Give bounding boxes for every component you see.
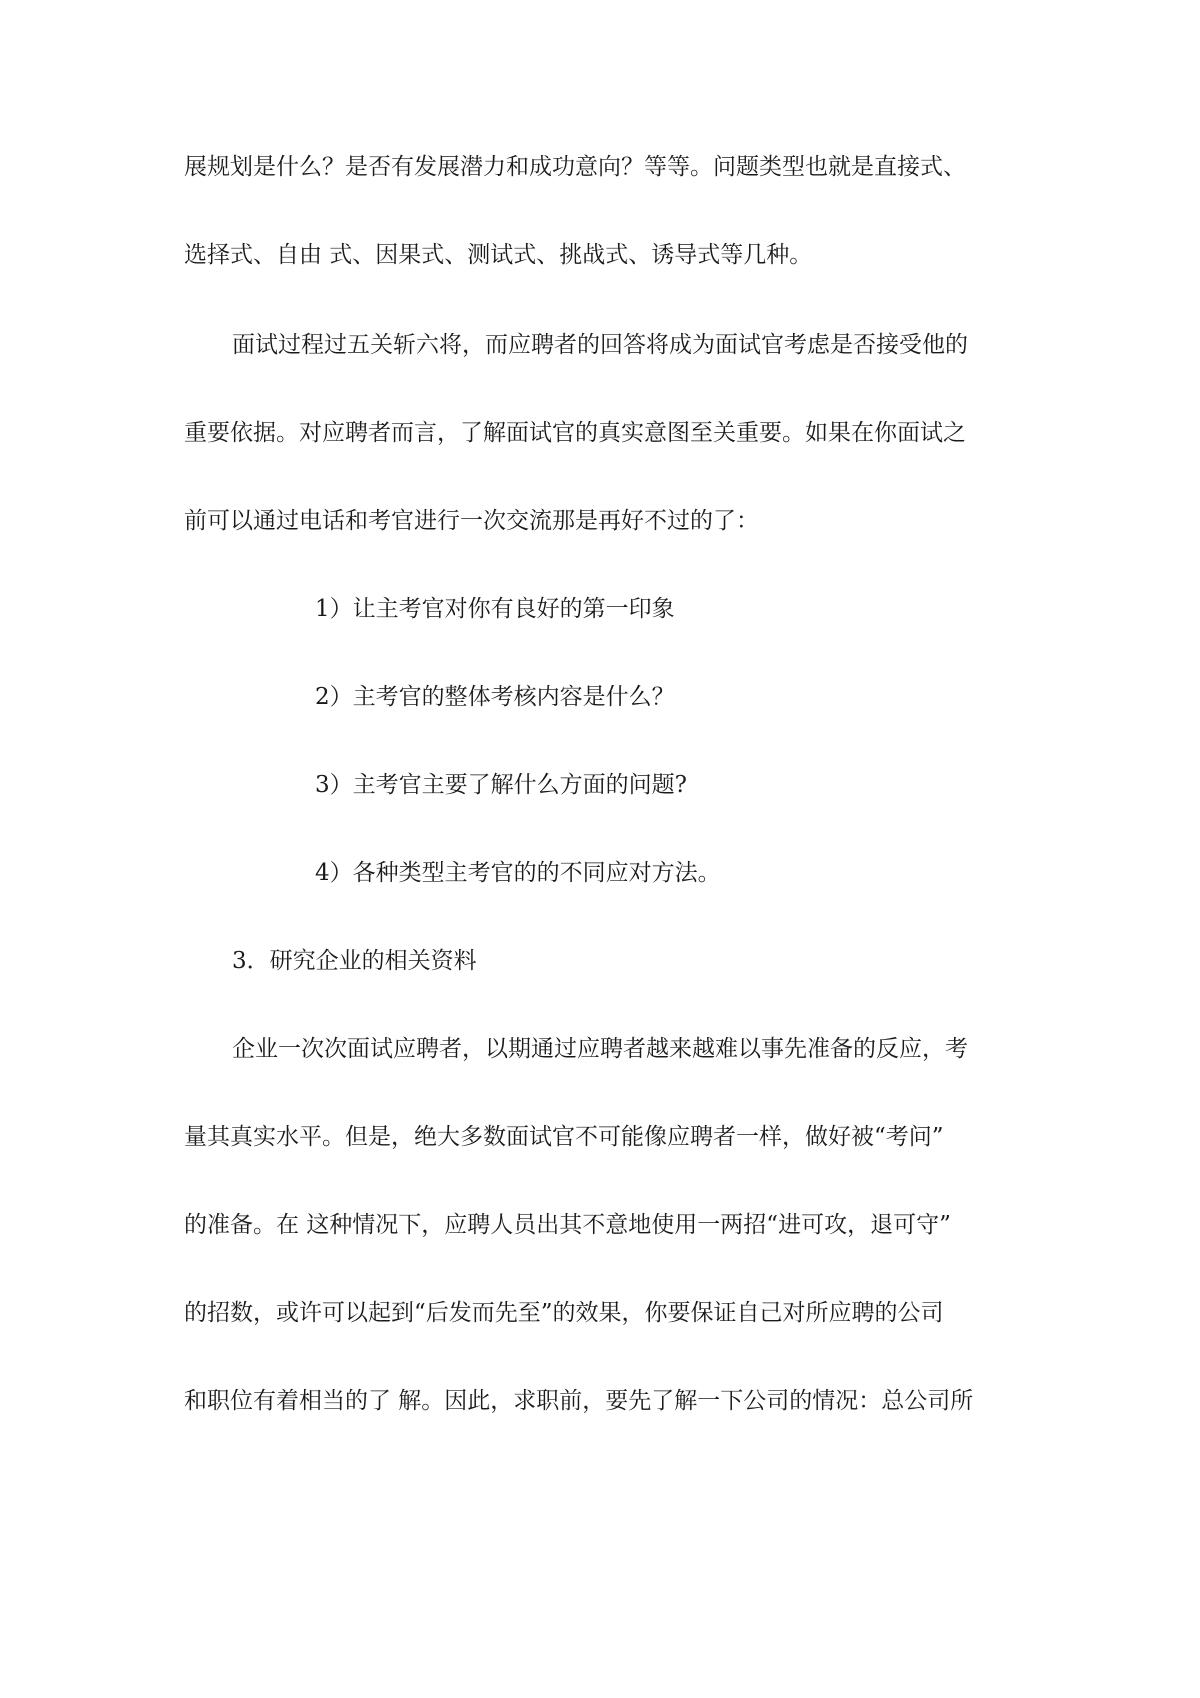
paragraph-3-line-5: 和职位有着相当的了 解。因此，求职前，要先了解一下公司的情况：总公司所 [184, 1388, 974, 1414]
paragraph-2-line-3: 前可以通过电话和考官进行一次交流那是再好不过的了： [184, 508, 759, 534]
paragraph-3-line-4: 的招数，或许可以起到“后发而先至”的效果，你要保证自己对所应聘的公司 [184, 1300, 944, 1326]
paragraph-3-line-3: 的准备。在 这种情况下，应聘人员出其不意地使用一两招“进可攻，退可守” [184, 1212, 951, 1238]
paragraph-3-line-2: 量其真实水平。但是，绝大多数面试官不可能像应聘者一样，做好被“考问” [184, 1124, 944, 1150]
paragraph-1-line-2: 选择式、自由 式、因果式、测试式、挑战式、诱导式等几种。 [184, 242, 813, 268]
list-item: 4）各种类型主考官的的不同应对方法。 [315, 860, 721, 886]
paragraph-1-line-1: 展规划是什么？是否有发展潜力和成功意向？等等。问题类型也就是直接式、 [184, 154, 966, 180]
section-heading: 3．研究企业的相关资料 [232, 948, 477, 974]
paragraph-3-line-1: 企业一次次面试应聘者，以期通过应聘者越来越难以事先准备的反应，考 [232, 1036, 968, 1062]
list-item: 1）让主考官对你有良好的第一印象 [315, 596, 675, 622]
paragraph-2-line-2: 重要依据。对应聘者而言，了解面试官的真实意图至关重要。如果在你面试之 [184, 420, 966, 446]
paragraph-2-line-1: 面试过程过五关斩六将，而应聘者的回答将成为面试官考虑是否接受他的 [232, 332, 968, 358]
list-item: 2）主考官的整体考核内容是什么？ [315, 684, 675, 710]
list-item: 3）主考官主要了解什么方面的问题? [315, 772, 687, 798]
